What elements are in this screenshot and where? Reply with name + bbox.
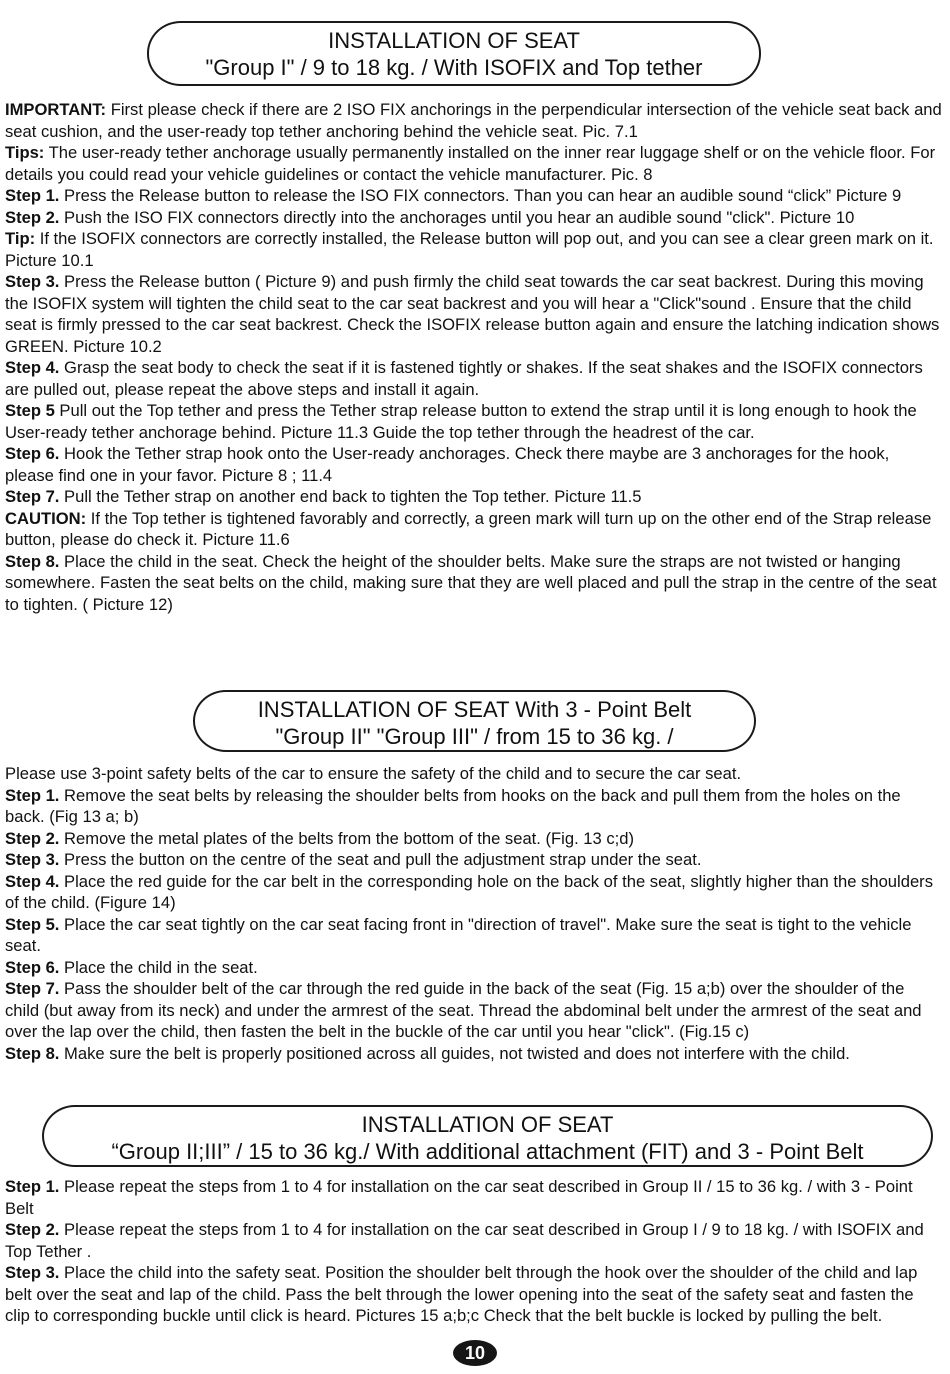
instruction-text: If the ISOFIX connectors are correctly installed, the Release button will pop out, and you can see a clear green mark on it. Picture 10.1 [5,229,934,270]
instruction-label: Step 7. [5,487,60,506]
instruction-text: Press the Release button to release the ISO FIX connectors. Than you can hear an audible sound “click” Picture 9 [59,186,902,205]
instruction-text: Place the child into the safety seat. Position the shoulder belt through the hook over the shoulder of the child and lap belt over the seat and lap of the child. Pass the belt through the lower opening into the seat of the safety seat and fasten the clip to corresponding buckle until click is heard. Pictures 15 a;b;c Check that the belt buckle is locked by pulling the belt. [5,1263,918,1325]
instruction-label: Step 6. [5,444,60,463]
instruction-label: Tips: [5,143,45,162]
instruction-paragraph [5,486,942,508]
instruction-label: Step 5. [5,914,60,934]
instruction-paragraph [5,207,942,229]
instruction-text: Place the child in the seat. [59,957,258,977]
instruction-text: Place the child in the seat. Check the height of the shoulder belts. Make sure the straps are not twisted or hanging somewhere. Fasten the seat belts on the child, making sure that they are well placed and pull the strap in the centre of the seat to tighten. ( Picture 12) [5,551,937,614]
section-subtitle-line: "Group II" "Group III" / from 15 to 36 kg. / [275,724,674,749]
instruction-label: Step 2. [5,1220,60,1239]
instruction-label: Step 1. [5,186,60,205]
section-title-line: INSTALLATION OF SEAT [361,1112,614,1137]
instruction-paragraph [5,1043,942,1065]
instruction-text: Hook the Tether strap hook onto the User-ready anchorages. Check there maybe are 3 anchorages for the hook, please find one in your favor. Picture 8 ; 11.4 [5,444,890,485]
section-subtitle-line: “Group II;III” / 15 to 36 kg./ With additional attachment (FIT) and 3 - Point Belt [111,1139,864,1164]
instruction-text: Press the button on the centre of the seat and pull the adjustment strap under the seat. [59,850,702,869]
instruction-paragraph [5,1219,942,1262]
instruction-label: Step 3. [5,272,60,291]
instruction-paragraph [5,1262,942,1327]
instruction-paragraph [5,400,942,443]
page-number: 10 [453,1340,497,1366]
instruction-label: Step 5 [5,401,55,420]
instruction-paragraph [5,228,942,271]
instruction-text: If the Top tether is tightened favorably and correctly, a green mark will turn up on the other end of the Strap release button, please do check it. Picture 11.6 [5,508,932,549]
instruction-text: Remove the seat belts by releasing the shoulder belts from hooks on the back and pull them from the holes on the back. (Fig 13 a; b) [5,785,901,826]
instruction-paragraph [5,763,942,785]
instruction-paragraph [5,271,942,357]
instruction-paragraph [5,357,942,400]
fit-instructions [5,1176,942,1327]
instruction-label: Tip: [5,229,36,248]
instruction-paragraph [5,914,942,957]
instruction-text: Remove the metal plates of the belts from the bottom of the seat. (Fig. 13 c;d) [59,828,635,848]
instruction-paragraph [5,828,942,850]
instruction-label: Step 1. [5,1177,60,1196]
instruction-paragraph [5,1176,942,1219]
instruction-paragraph [5,508,942,551]
instruction-label: Step 6. [5,957,60,977]
section-title-line: INSTALLATION OF SEAT With 3 - Point Belt [257,697,692,722]
section-subtitle-line: "Group I" / 9 to 18 kg. / With ISOFIX and Top tether [205,55,703,80]
instruction-label: Step 7. [5,979,60,998]
instruction-label: Step 8. [5,551,60,571]
instruction-paragraph [5,957,942,979]
instruction-label: Step 3. [5,850,60,869]
instruction-paragraph [5,142,942,185]
instruction-label: Step 4. [5,871,60,891]
instruction-text: The user-ready tether anchorage usually permanently installed on the inner rear luggage shelf or on the vehicle floor. For details you could read your vehicle guidelines or contact the vehicle manufacturer. Pic. 8 [5,143,936,184]
instruction-text: Push the ISO FIX connectors directly into the anchorages until you hear an audible sound "click". Picture 10 [59,207,855,227]
instruction-label: Step 1. [5,785,60,805]
isofix-instructions [5,99,942,615]
instruction-text: Pull the Tether strap on another end back to tighten the Top tether. Picture 11.5 [59,487,642,506]
instruction-label: Step 2. [5,828,60,848]
section-title-line: INSTALLATION OF SEAT [328,28,580,53]
instruction-text: Please repeat the steps from 1 to 4 for installation on the car seat described in Group I / 9 to 18 kg. / with ISOFIX and Top Tether . [5,1220,924,1261]
instruction-text: Make sure the belt is properly positioned across all guides, not twisted and does not interfere with the child. [59,1043,850,1063]
section-title-isofix [147,21,761,86]
instruction-label: CAUTION: [5,508,87,528]
instruction-label: Step 8. [5,1043,60,1063]
section-title-3-point-belt [193,690,756,752]
section-title-fit-3-point-belt [42,1105,933,1167]
instruction-text: First please check if there are 2 ISO FIX anchorings in the perpendicular intersection of the vehicle seat back and seat cushion, and the user-ready top tether anchoring behind the vehicle seat. Pic. 7.1 [5,100,942,141]
instruction-paragraph [5,978,942,1043]
instruction-paragraph [5,443,942,486]
instruction-text: Press the Release button ( Picture 9) and push firmly the child seat towards the car seat backrest. During this moving the ISOFIX system will tighten the child seat to the car seat backrest and you will hear a "Click"sound . Ensure that the child seat is firmly pressed to the car seat backrest. Check the ISOFIX release button again and ensure the latching indication shows GREEN. Picture 10.2 [5,272,940,356]
instruction-text: Pass the shoulder belt of the car through the red guide in the back of the seat (Fig. 15 a;b) over the shoulder of the child (but away from its neck) and under the armrest of the seat. Thread the abdominal belt under the armrest of the seat and over the lap over the child, then fasten the belt in the buckle of the car until you hear "click". (Fig.15 c) [5,979,922,1041]
instruction-label: IMPORTANT: [5,100,107,119]
instruction-paragraph [5,785,942,828]
instruction-text: Place the red guide for the car belt in the corresponding hole on the back of the seat, slightly higher than the shoulders of the child. (Figure 14) [5,871,933,912]
instruction-paragraph [5,849,942,871]
instruction-paragraph [5,99,942,142]
instruction-label: Step 3. [5,1263,60,1282]
instruction-text: Place the car seat tightly on the car seat facing front in "direction of travel". Make sure the seat is tight to the vehicle seat. [5,914,912,955]
instruction-label: Step 4. [5,358,60,377]
instruction-paragraph [5,871,942,914]
instruction-text: Pull out the Top tether and press the Tether strap release button to extend the strap until it is long enough to hook the User-ready tether anchorage behind. Picture 11.3 Guide the top tether through the headrest of the car. [5,401,917,442]
instruction-text: Grasp the seat body to check the seat if it is fastened tightly or shakes. If the seat shakes and the ISOFIX connectors are pulled out, please repeat the above steps and install it again. [5,358,923,399]
instruction-label: Step 2. [5,207,60,227]
instruction-text: Please use 3-point safety belts of the car to ensure the safety of the child and to secure the car seat. [5,764,742,783]
instruction-paragraph [5,185,942,207]
3-point-belt-instructions [5,763,942,1064]
instruction-paragraph [5,551,942,616]
instruction-text: Please repeat the steps from 1 to 4 for installation on the car seat described in Group II / 15 to 36 kg. / with 3 - Point Belt [5,1177,913,1218]
